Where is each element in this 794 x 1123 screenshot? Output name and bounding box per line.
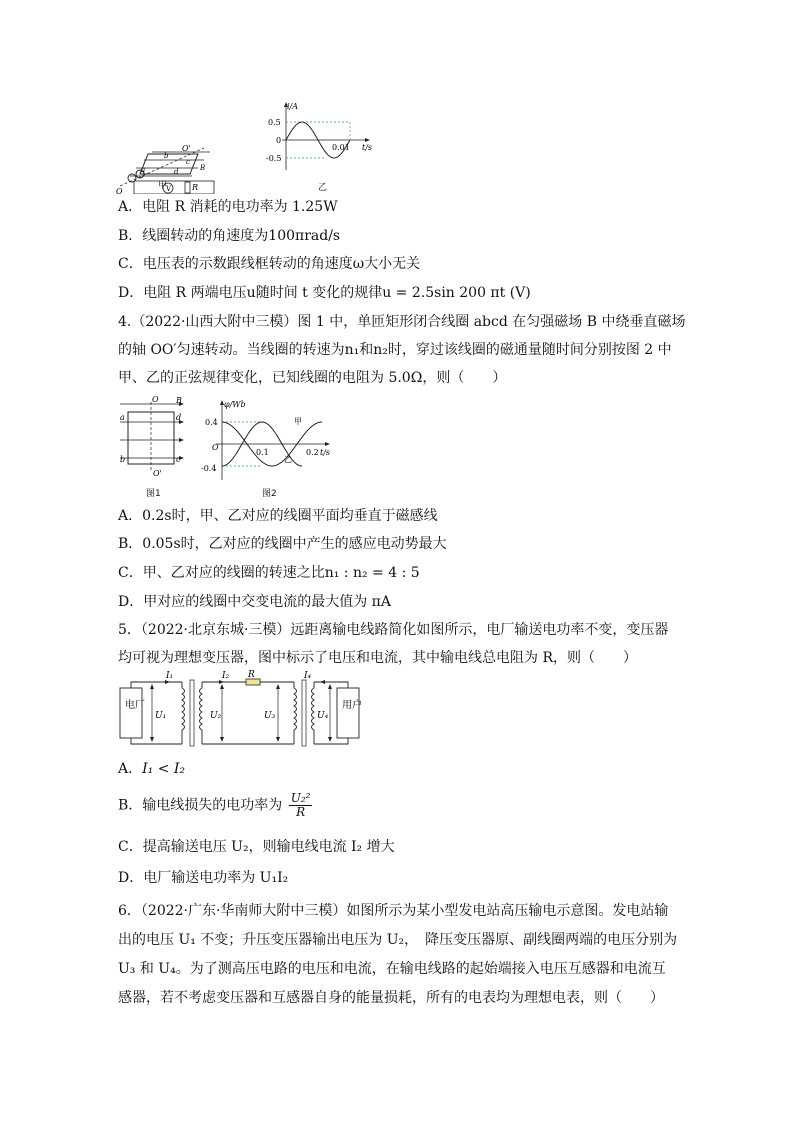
label-u1: U₁ bbox=[155, 711, 167, 721]
option-text: 输电线损失的电功率为 bbox=[142, 797, 283, 814]
q3-option-a bbox=[118, 197, 338, 217]
fraction bbox=[289, 792, 313, 819]
figure-transmission-circuit bbox=[118, 670, 380, 752]
option-text: 提高输送电压 U₂，则输电线电流 I₂ 增大 bbox=[142, 839, 395, 855]
coil-label-a: a bbox=[141, 166, 146, 174]
coil-label-b: b bbox=[164, 152, 169, 160]
option-letter: C． bbox=[118, 256, 143, 272]
option-letter: B． bbox=[118, 797, 143, 814]
q6-stem-line-4: 感器，若不考虑变压器和互感器自身的能量损耗，所有的电表均为理想电表，则（ ） bbox=[118, 990, 664, 1006]
option-text: 电压表的示数跟线框转动的角速度ω大小无关 bbox=[142, 256, 421, 272]
label-i2: I₂ bbox=[222, 671, 230, 681]
user-label bbox=[342, 698, 362, 711]
label-u2: U₂ bbox=[210, 711, 222, 721]
axis-label-o: O bbox=[116, 187, 123, 194]
label-r: R bbox=[248, 670, 255, 680]
option-text: 电厂输送电功率为 U₁I₂ bbox=[143, 870, 289, 886]
figure-1-caption: 图1 bbox=[146, 489, 161, 499]
axis-label-o-prime: O' bbox=[182, 144, 191, 153]
q3-option-b bbox=[118, 226, 340, 246]
option-text: 线圈转动的角速度为100πrad/s bbox=[142, 228, 341, 244]
fig1-label-c: c bbox=[176, 455, 181, 464]
q3-option-c bbox=[118, 254, 420, 274]
q5-option-b bbox=[118, 792, 312, 819]
figure-1-coil bbox=[116, 396, 196, 482]
fig2-tick-pos: 0.4 bbox=[205, 418, 218, 427]
option-letter: A． bbox=[118, 761, 143, 777]
fig1-label-b-field: B bbox=[176, 396, 182, 405]
option-text: 0.05s时，乙对应的线圈中产生的感应电动势最大 bbox=[142, 536, 447, 552]
option-letter: B． bbox=[118, 536, 143, 552]
option-letter: B． bbox=[118, 228, 143, 244]
q5-stem-line-2: 均可视为理想变压器，图中标示了电压和电流，其中输电线总电阻为 R，则（ ） bbox=[118, 650, 637, 666]
option-letter: C． bbox=[118, 839, 143, 855]
option-letter: D． bbox=[118, 285, 144, 301]
q5-stem-line-1: 5．（2022·北京东城·三模）远距离输电线路简化如图所示，电厂输送电功率不变，变压器 bbox=[118, 622, 669, 638]
fig1-label-b: b bbox=[120, 455, 126, 464]
figure-2-flux-graph bbox=[200, 398, 340, 484]
fig2-x-label: t/s bbox=[320, 448, 331, 457]
q4-stem-line-2: 的轴 OO′匀速转动。当线圈的转速为n₁和n₂时，穿过该线圈的磁通量随时间分别按图 2 中 bbox=[118, 342, 672, 358]
q6-stem-line-3: U₃ 和 U₄。为了测高压电路的电压和电流，在输电线路的起始端接入电压互感器和电流互 bbox=[118, 961, 666, 977]
q5-option-a bbox=[118, 759, 185, 779]
fig2-label-yi: 乙 bbox=[284, 455, 292, 464]
option-text: 0.2s时，甲、乙对应的线圈平面均垂直于磁感线 bbox=[142, 508, 438, 524]
q6-stem-line-1: 6．（2022·广东·华南师大附中三模）如图所示为某小型发电站高压输电示意图。发电站输 bbox=[118, 903, 669, 919]
q5-option-d bbox=[118, 868, 288, 888]
y-tick-neg: -0.5 bbox=[266, 154, 282, 163]
resistor-label: R bbox=[192, 183, 199, 192]
fig2-tick-neg: -0.4 bbox=[201, 464, 217, 473]
q4-option-c bbox=[118, 563, 420, 583]
q4-option-d bbox=[118, 592, 391, 612]
q6-stem-line-2: 出的电压 U₁ 不变；升压变压器输出电压为 U₂， 降压变压器原、副线圈两端的电压分别为 bbox=[118, 932, 678, 948]
field-label-b: B bbox=[200, 164, 206, 172]
fig1-label-o-prime: O' bbox=[153, 469, 162, 478]
q4-stem-line-3: 甲、乙的正弦规律变化，已知线圈的电阻为 5.0Ω，则（ ） bbox=[118, 370, 507, 386]
option-letter: D． bbox=[118, 870, 144, 886]
figure-2-caption: 图2 bbox=[262, 489, 277, 499]
voltmeter-label: V bbox=[166, 185, 172, 193]
label-u4: U₄ bbox=[317, 711, 329, 721]
option-text: 电阻 R 两端电压u随时间 t 变化的规律u = 2.5sin 200 πt (V) bbox=[143, 285, 531, 301]
fig2-x-tick-1: 0.1 bbox=[256, 448, 269, 457]
option-letter: A． bbox=[118, 508, 143, 524]
x-tick: 0.01 bbox=[332, 143, 350, 152]
option-text: 甲、乙对应的线圈的转速之比n₁ : n₂ = 4 : 5 bbox=[142, 565, 420, 581]
q3-option-d bbox=[118, 283, 531, 303]
fig2-y-label: φ/Wb bbox=[224, 400, 246, 409]
y-tick-pos: 0.5 bbox=[268, 118, 281, 127]
figure-caption-yi: 乙 bbox=[318, 183, 328, 193]
fig2-origin: O bbox=[212, 443, 219, 452]
fig1-label-o: O bbox=[152, 396, 159, 404]
q5-option-c bbox=[118, 837, 395, 857]
q4-option-b bbox=[118, 534, 447, 554]
fig1-label-a: a bbox=[120, 413, 125, 422]
q4-option-a bbox=[118, 506, 438, 526]
fig1-label-d: d bbox=[176, 413, 182, 422]
x-axis-label: t/s bbox=[362, 143, 373, 152]
plant-label bbox=[125, 698, 145, 711]
y-tick-zero: 0 bbox=[276, 136, 282, 145]
user-text: 用户 bbox=[342, 700, 362, 711]
q4-stem-line-1: 4.（2022·山西大附中三模）图 1 中，单匝矩形闭合线圈 abcd 在匀强磁场 B 中绕垂直磁场 bbox=[118, 314, 686, 330]
option-text: I₁ < I₂ bbox=[142, 761, 186, 777]
figure-caption-jia: 甲 bbox=[158, 181, 168, 191]
fig2-x-tick-2: 0.2 bbox=[306, 448, 319, 457]
option-letter: A． bbox=[118, 199, 143, 215]
label-u3: U₃ bbox=[264, 711, 276, 721]
y-axis-label: i/A bbox=[287, 102, 299, 111]
coil-label-d: d bbox=[174, 168, 179, 176]
coil-label-c: c bbox=[186, 158, 190, 166]
option-letter: C． bbox=[118, 565, 143, 581]
plant-text: 电厂 bbox=[125, 700, 145, 711]
option-letter: D． bbox=[118, 594, 144, 610]
option-text: 电阻 R 消耗的电功率为 1.25W bbox=[142, 199, 338, 215]
fraction-denominator: R bbox=[296, 805, 306, 819]
option-text: 甲对应的线圈中交变电流的最大值为 πA bbox=[143, 594, 391, 610]
fig2-label-jia: 甲 bbox=[294, 417, 302, 426]
figure-yi bbox=[266, 100, 376, 178]
fraction-numerator: U₂² bbox=[290, 791, 311, 805]
label-i1: I₁ bbox=[166, 671, 174, 681]
label-i4: I₄ bbox=[304, 671, 312, 681]
